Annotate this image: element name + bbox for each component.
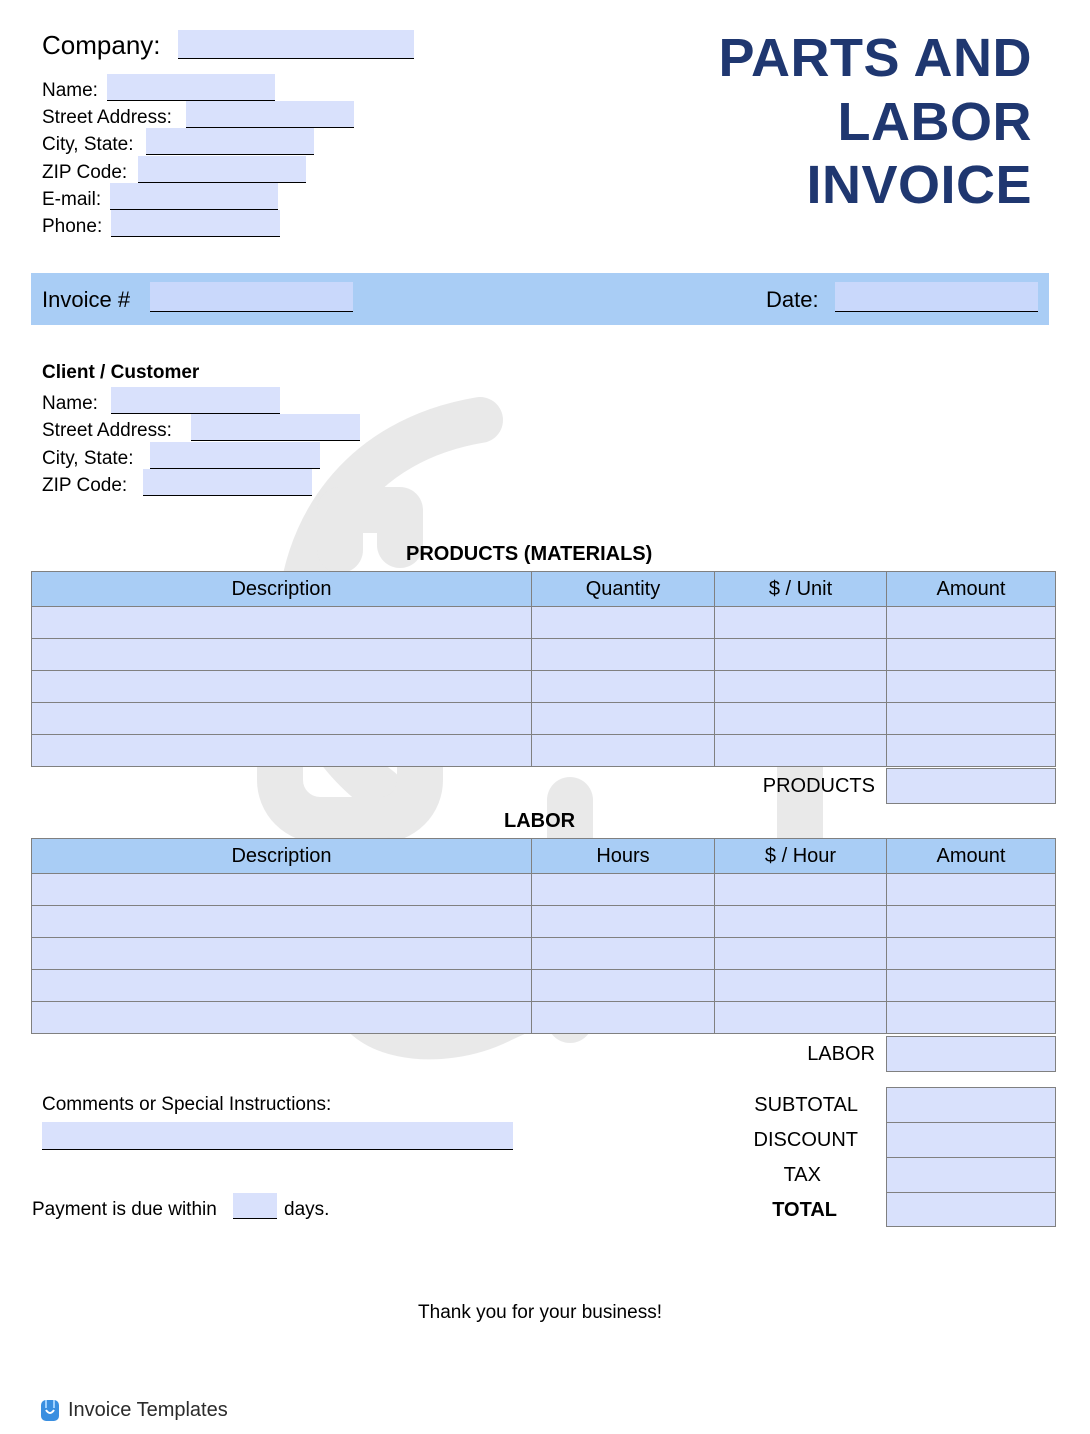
products-row <box>32 703 1056 735</box>
labor-col-amount: Amount <box>887 839 1056 874</box>
products-cell-qty[interactable] <box>532 639 715 671</box>
payment-prefix: Payment is due within <box>32 1199 217 1220</box>
products-cell-amount[interactable] <box>887 703 1056 735</box>
sender-street-label: Street Address: <box>42 107 172 128</box>
client-city-label: City, State: <box>42 448 134 469</box>
products-cell-rate[interactable] <box>715 671 887 703</box>
labor-cell-rate[interactable] <box>715 970 887 1002</box>
sender-name-label: Name: <box>42 80 98 101</box>
products-row <box>32 735 1056 767</box>
products-cell-description[interactable] <box>32 639 532 671</box>
labor-subtotal-box[interactable] <box>886 1036 1056 1072</box>
total-label: TOTAL <box>772 1199 837 1221</box>
client-zip-label: ZIP Code: <box>42 475 128 496</box>
labor-col-description: Description <box>32 839 532 874</box>
labor-row <box>32 1002 1056 1034</box>
discount-box[interactable] <box>886 1122 1056 1158</box>
subtotal-label: SUBTOTAL <box>754 1094 858 1116</box>
labor-col-hours: Hours <box>532 839 715 874</box>
labor-cell-description[interactable] <box>32 938 532 970</box>
labor-cell-amount[interactable] <box>887 906 1056 938</box>
tax-label: TAX <box>783 1164 821 1186</box>
products-row <box>32 671 1056 703</box>
title-line-1: PARTS AND <box>718 28 1032 88</box>
sender-zip-label: ZIP Code: <box>42 162 128 183</box>
products-heading: PRODUCTS (MATERIALS) <box>406 543 653 565</box>
labor-cell-rate[interactable] <box>715 906 887 938</box>
products-cell-qty[interactable] <box>532 671 715 703</box>
products-cell-rate[interactable] <box>715 607 887 639</box>
client-name-label: Name: <box>42 393 98 414</box>
products-subtotal-label: PRODUCTS <box>762 775 875 797</box>
title-line-2: LABOR <box>837 92 1032 152</box>
invoice-number-input[interactable] <box>150 282 353 312</box>
labor-row <box>32 938 1056 970</box>
labor-row <box>32 906 1056 938</box>
labor-cell-qty[interactable] <box>532 906 715 938</box>
products-row <box>32 639 1056 671</box>
labor-cell-amount[interactable] <box>887 970 1056 1002</box>
products-header-row <box>32 572 1056 607</box>
labor-row <box>32 874 1056 906</box>
labor-cell-amount[interactable] <box>887 938 1056 970</box>
client-city-input[interactable] <box>150 442 320 469</box>
brand-name: Invoice Templates <box>68 1399 228 1421</box>
products-cell-qty[interactable] <box>532 703 715 735</box>
brand-logo-icon <box>40 1398 60 1422</box>
products-cell-description[interactable] <box>32 607 532 639</box>
sender-email-label: E-mail: <box>42 189 102 210</box>
labor-table <box>31 838 1056 1034</box>
date-label: Date: <box>766 287 819 312</box>
products-cell-rate[interactable] <box>715 639 887 671</box>
sender-phone-label: Phone: <box>42 216 103 237</box>
labor-cell-description[interactable] <box>32 970 532 1002</box>
date-input[interactable] <box>835 282 1038 312</box>
labor-cell-qty[interactable] <box>532 874 715 906</box>
company-label: Company: <box>42 30 161 60</box>
products-cell-description[interactable] <box>32 703 532 735</box>
labor-cell-qty[interactable] <box>532 1002 715 1034</box>
sender-street-input[interactable] <box>186 101 354 128</box>
products-cell-amount[interactable] <box>887 671 1056 703</box>
company-input[interactable] <box>178 30 414 59</box>
client-name-input[interactable] <box>111 387 280 414</box>
sender-phone-input[interactable] <box>111 210 280 237</box>
labor-header-row <box>32 839 1056 874</box>
labor-cell-rate[interactable] <box>715 874 887 906</box>
products-col-description: Description <box>32 572 532 607</box>
products-cell-rate[interactable] <box>715 703 887 735</box>
products-cell-amount[interactable] <box>887 607 1056 639</box>
tax-box[interactable] <box>886 1157 1056 1193</box>
labor-cell-rate[interactable] <box>715 1002 887 1034</box>
subtotal-box[interactable] <box>886 1087 1056 1123</box>
labor-cell-qty[interactable] <box>532 938 715 970</box>
client-street-input[interactable] <box>191 414 360 441</box>
products-cell-rate[interactable] <box>715 735 887 767</box>
products-col-quantity: Quantity <box>532 572 715 607</box>
labor-cell-amount[interactable] <box>887 874 1056 906</box>
labor-row <box>32 970 1056 1002</box>
total-box[interactable] <box>886 1192 1056 1227</box>
discount-label: DISCOUNT <box>753 1129 858 1151</box>
sender-name-input[interactable] <box>107 74 275 101</box>
labor-col-hourly-rate: $ / Hour <box>715 839 887 874</box>
products-cell-qty[interactable] <box>532 735 715 767</box>
payment-suffix: days. <box>284 1199 330 1220</box>
products-table <box>31 571 1056 767</box>
client-street-label: Street Address: <box>42 420 172 441</box>
payment-days-input[interactable] <box>233 1193 277 1219</box>
labor-cell-qty[interactable] <box>532 970 715 1002</box>
title-line-3: INVOICE <box>806 155 1032 215</box>
products-cell-qty[interactable] <box>532 607 715 639</box>
products-row <box>32 607 1056 639</box>
labor-cell-description[interactable] <box>32 1002 532 1034</box>
products-col-unit-price: $ / Unit <box>715 572 887 607</box>
labor-cell-rate[interactable] <box>715 938 887 970</box>
labor-subtotal-label: LABOR <box>807 1043 875 1065</box>
client-zip-input[interactable] <box>143 469 312 496</box>
products-col-amount: Amount <box>887 572 1056 607</box>
sender-zip-input[interactable] <box>138 156 306 183</box>
products-cell-description[interactable] <box>32 735 532 767</box>
labor-cell-description[interactable] <box>32 874 532 906</box>
comments-label: Comments or Special Instructions: <box>42 1094 332 1115</box>
thank-you-text: Thank you for your business! <box>418 1302 662 1323</box>
labor-heading: LABOR <box>504 810 576 832</box>
labor-cell-amount[interactable] <box>887 1002 1056 1034</box>
sender-city-label: City, State: <box>42 134 134 155</box>
sender-city-input[interactable] <box>146 128 314 155</box>
comments-input[interactable] <box>42 1122 513 1150</box>
client-heading: Client / Customer <box>42 362 200 383</box>
products-cell-amount[interactable] <box>887 735 1056 767</box>
products-cell-amount[interactable] <box>887 639 1056 671</box>
products-cell-description[interactable] <box>32 671 532 703</box>
labor-cell-description[interactable] <box>32 906 532 938</box>
sender-email-input[interactable] <box>110 183 278 210</box>
products-subtotal-box[interactable] <box>886 768 1056 804</box>
invoice-number-label: Invoice # <box>42 287 131 312</box>
